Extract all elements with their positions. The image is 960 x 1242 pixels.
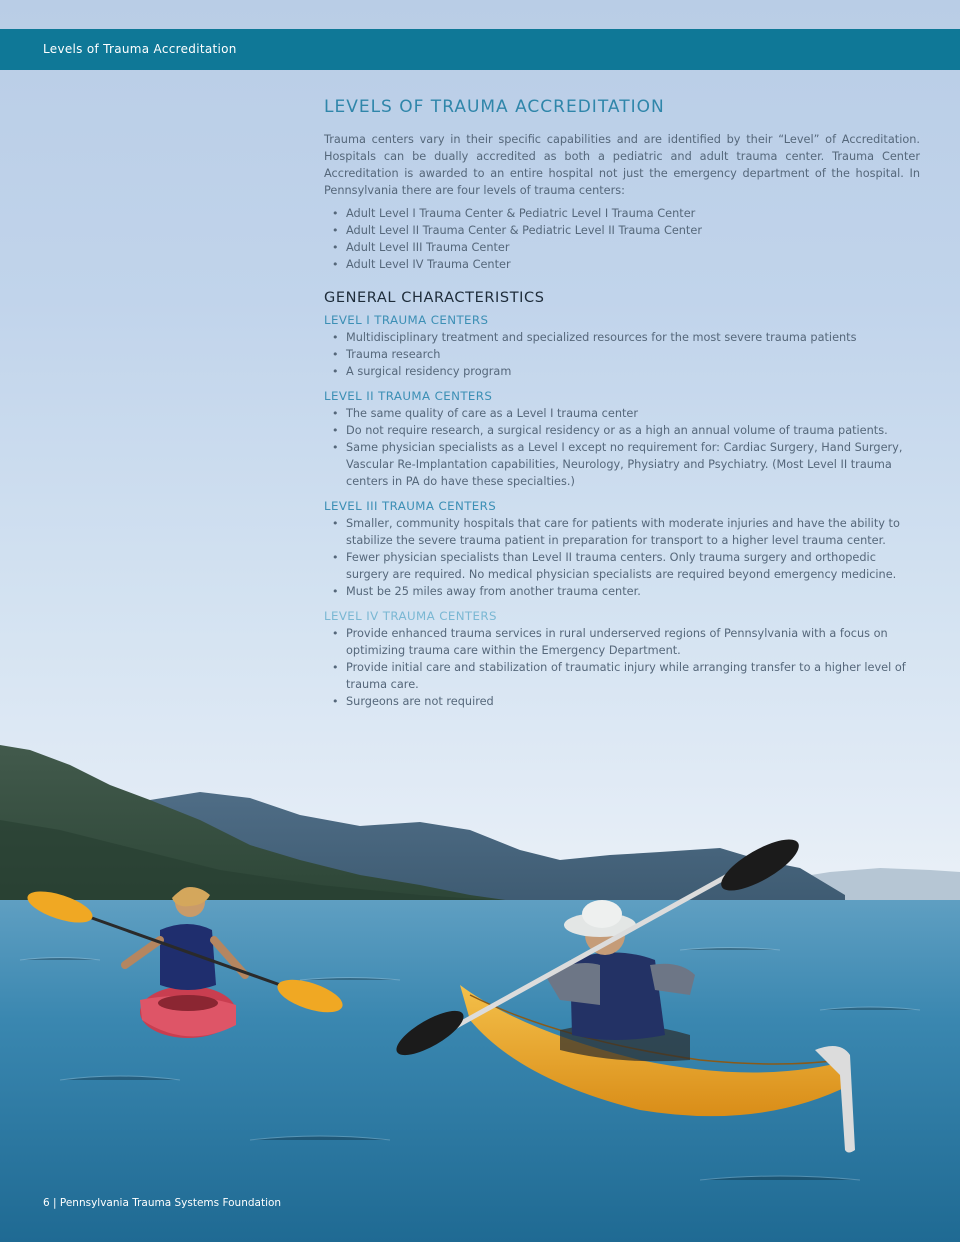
bullet-icon: • [332, 407, 339, 420]
list-item: • Multidisciplinary treatment and specialized resources for the most severe trauma patients [332, 331, 857, 344]
bullet-icon: • [332, 517, 339, 530]
list-item: • Adult Level IV Trauma Center [332, 258, 511, 271]
intro-paragraph: Trauma centers vary in their specific capabilities and are identified by their “Level” of Accreditation. Hospitals can be dually accredited as both a pediatric and adult trauma center. Trauma Center Accreditation is awarded to an entire hospital not just the emergency department of the hospital. In Pennsylvania there are four levels of trauma centers: [324, 133, 920, 197]
list-item: • Surgeons are not required [332, 695, 494, 708]
bullet-icon: • [332, 424, 339, 437]
bullet-icon: • [332, 258, 339, 271]
list-item: • Adult Level II Trauma Center & Pediatric Level II Trauma Center [332, 224, 702, 237]
level-1-section [324, 312, 920, 380]
bullet-icon: • [332, 348, 339, 361]
bullet-icon: • [332, 441, 339, 454]
list-item: • The same quality of care as a Level I trauma center [332, 407, 639, 420]
page-footer: 6 | Pennsylvania Trauma Systems Foundation [43, 1197, 282, 1209]
bullet-icon: • [332, 627, 339, 640]
list-item: • A surgical residency program [332, 365, 512, 378]
bullet-icon: • [332, 207, 339, 220]
bullet-icon: • [332, 551, 339, 564]
levels-list [324, 205, 920, 273]
list-item: • Smaller, community hospitals that care for patients with moderate injuries and have the ability to stabilize the severe trauma patient in preparation for transport to a higher level trauma center. [332, 517, 900, 547]
list-item: • Adult Level III Trauma Center [332, 241, 510, 254]
level-3-heading: LEVEL III TRAUMA CENTERS [324, 499, 497, 513]
level-3-section [324, 498, 920, 600]
bullet-icon: • [332, 331, 339, 344]
level-1-heading: LEVEL I TRAUMA CENTERS [324, 313, 489, 327]
list-item: • Provide initial care and stabilization of traumatic injury while arranging transfer to a higher level of trauma care. [332, 661, 906, 691]
list-item: • Must be 25 miles away from another trauma center. [332, 585, 641, 598]
list-item: • Adult Level I Trauma Center & Pediatric Level I Trauma Center [332, 207, 696, 220]
list-item: • Fewer physician specialists than Level II trauma centers. Only trauma surgery and orthopedic surgery are required. No medical physician specialists are required beyond emergency medicine. [332, 551, 897, 581]
level-4-heading: LEVEL IV TRAUMA CENTERS [324, 609, 497, 623]
bullet-icon: • [332, 365, 339, 378]
level-4-section [324, 608, 920, 710]
list-item: • Trauma research [332, 348, 441, 361]
list-item: • Do not require research, a surgical residency or as a high an annual volume of trauma patients. [332, 424, 888, 437]
list-item: • Provide enhanced trauma services in rural underserved regions of Pennsylvania with a focus on optimizing trauma care within the Emergency Department. [332, 627, 888, 657]
main-content [324, 96, 920, 718]
header-title: Levels of Trauma Accreditation [43, 42, 237, 56]
bullet-icon: • [332, 224, 339, 237]
page-title: LEVELS OF TRAUMA ACCREDITATION [324, 97, 665, 117]
level-2-section [324, 388, 920, 490]
bullet-icon: • [332, 695, 339, 708]
characteristics-heading: GENERAL CHARACTERISTICS [324, 290, 545, 306]
bullet-icon: • [332, 585, 339, 598]
list-item: • Same physician specialists as a Level I except no requirement for: Cardiac Surgery, Hand Surgery, Vascular Re-Implantation capabilities, Neurology, Physiatry and Psychiatry. (Most Level II trauma centers in PA do have these specialties.) [332, 441, 903, 488]
bullet-icon: • [332, 661, 339, 674]
level-2-heading: LEVEL II TRAUMA CENTERS [324, 389, 493, 403]
bullet-icon: • [332, 241, 339, 254]
